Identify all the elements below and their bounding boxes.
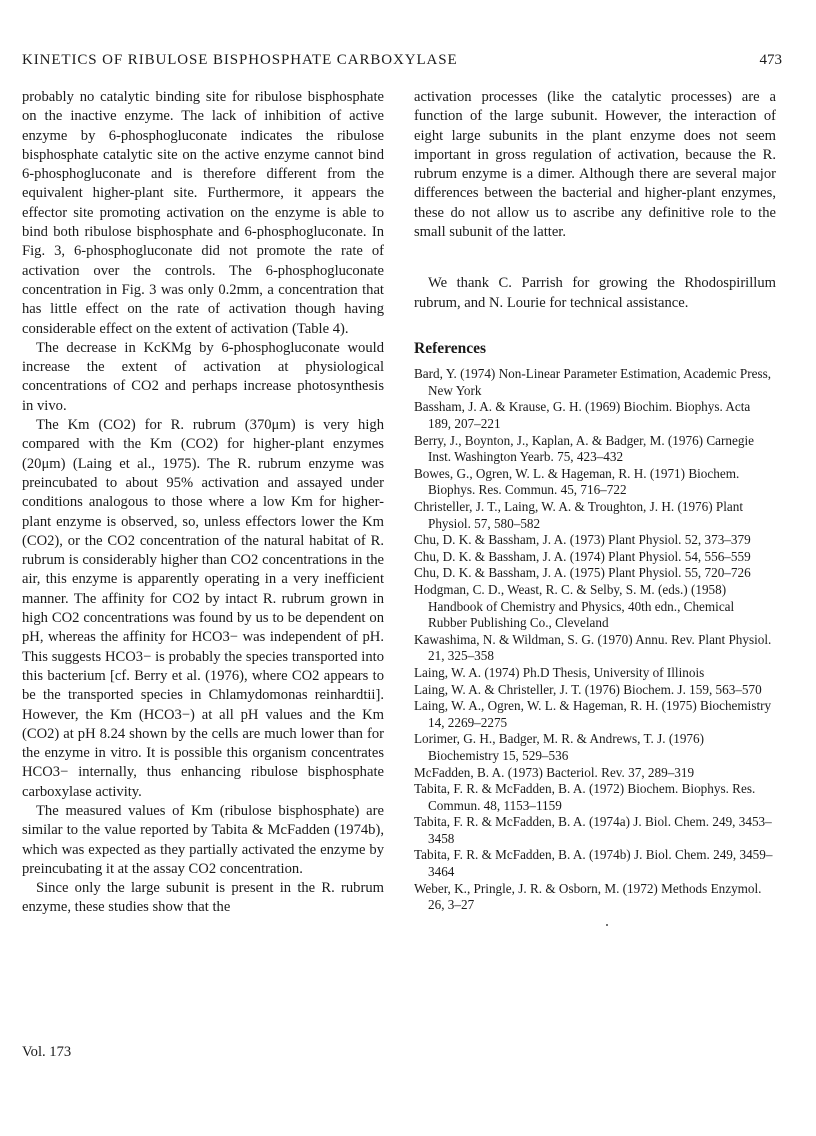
paragraph: Since only the large subunit is present in the R. rubrum enzyme, these studies show that the	[22, 880, 384, 916]
reference-item: Tabita, F. R. & McFadden, B. A. (1974a) J. Biol. Chem. 249, 3453–3458	[414, 814, 772, 846]
paragraph: The measured values of Km (ribulose bisphosphate) are similar to the value reported by Tabita & McFadden (1974b), which was expected as they partially activated the enzyme by preincubating it at the assay CO2 concentration.	[22, 802, 384, 877]
left-column	[22, 88, 384, 918]
volume-footer: Vol. 173	[22, 1044, 72, 1060]
reference-item: Tabita, F. R. & McFadden, B. A. (1972) Biochem. Biophys. Res. Commun. 48, 1153–1159	[414, 781, 756, 813]
paragraph: activation processes (like the catalytic processes) are a function of the large subunit. However, the interaction of eight large subunits in the plant enzyme does not seem important in gross regulation of activation, because the R. rubrum enzyme is a dimer. Although there are several major differences between the bacterial and higher-plant enzymes, these do not allow us to ascribe any definitive role to the small subunit of the latter.	[414, 89, 776, 241]
reference-item: Christeller, J. T., Laing, W. A. & Troughton, J. H. (1976) Plant Physiol. 57, 580–582	[414, 499, 744, 531]
running-title: KINETICS OF RIBULOSE BISPHOSPHATE CARBOXYLASE	[22, 52, 458, 68]
reference-item: Bowes, G., Ogren, W. L. & Hageman, R. H. (1971) Biochem. Biophys. Res. Commun. 45, 716–722	[414, 465, 740, 498]
reference-item: Laing, W. A. & Christeller, J. T. (1976) Biochem. J. 159, 563–570	[414, 681, 762, 697]
reference-item: Bassham, J. A. & Krause, G. H. (1969) Biochim. Biophys. Acta 189, 207–221	[414, 399, 751, 432]
reference-item: Hodgman, C. D., Weast, R. C. & Selby, S. M. (eds.) (1958) Handbook of Chemistry and Physics, 40th edn., Chemical Rubber Publishing Co., Cleveland	[414, 581, 735, 631]
reference-item: Tabita, F. R. & McFadden, B. A. (1974b) J. Biol. Chem. 249, 3459–3464	[414, 847, 773, 880]
stray-dot	[606, 924, 608, 926]
reference-item: Weber, K., Pringle, J. R. & Osborn, M. (1972) Methods Enzymol. 26, 3–27	[414, 880, 762, 913]
reference-item: Chu, D. K. & Bassham, J. A. (1973) Plant Physiol. 52, 373–379	[414, 532, 751, 548]
reference-item: Chu, D. K. & Bassham, J. A. (1975) Plant Physiol. 55, 720–726	[414, 565, 751, 581]
reference-item: McFadden, B. A. (1973) Bacteriol. Rev. 37, 289–319	[414, 764, 695, 780]
reference-item: Lorimer, G. H., Badger, M. R. & Andrews, T. J. (1976) Biochemistry 15, 529–536	[414, 731, 705, 763]
reference-item: Laing, W. A., Ogren, W. L. & Hageman, R. H. (1975) Biochemistry 14, 2269–2275	[414, 698, 772, 730]
reference-item: Bard, Y. (1974) Non-Linear Parameter Estimation, Academic Press, New York	[414, 366, 772, 398]
right-column	[414, 88, 776, 914]
references-heading: References	[414, 339, 487, 357]
paragraph: The Km (CO2) for R. rubrum (370μm) is very high compared with the Km (CO2) for higher-plant enzymes (20μm) (Laing et al., 1975). The R. rubrum enzyme was preincubated to about 95% activation and assayed under conditions analogous to those where a low Km for higher-plant enzyme is observed, so, unless effectors lower the Km (CO2), or the CO2 concentration of the natural habitat of R. rubrum is considerably higher than CO2 concentrations in the air, this enzyme is apparently operating in a very inefficient manner. The affinity for CO2 by intact R. rubrum grown in high CO2 concentrations was found by us to be dependent on pH, whereas the affinity for HCO3− was independent of pH. This suggests HCO3− is probably the species transported into this bacterium [cf. Berry et al. (1976), where CO2 appears to be the transported species in Chlamydomonas reinhardtii]. However, the Km (HCO3−) at all pH values and the Km (CO2) at pH 8.24 shown by the cells are much lower than for the enzyme in vitro. It is possible this organism concentrates HCO3− internally, thus enhancing ribulose bisphosphate carboxylase activity.	[22, 417, 384, 800]
reference-list	[414, 366, 776, 914]
paragraph: The decrease in KcKMg by 6-phosphogluconate would increase the extent of activation at physiological concentrations of CO2 and perhaps increase photosynthesis in vivo.	[22, 339, 384, 414]
page-number: 473	[759, 52, 782, 68]
acknowledgement: We thank C. Parrish for growing the Rhodospirillum rubrum, and N. Lourie for technical assistance.	[414, 275, 776, 311]
paragraph: probably no catalytic binding site for ribulose bisphosphate on the inactive enzyme. The lack of inhibition of active enzyme by 6-phosphogluconate indicates the ribulose bisphosphate catalytic site on the active enzyme cannot bind 6-phosphogluconate and is therefore different from the equivalent higher-plant site. Furthermore, it appears the effector site promoting activation on the enzyme is able to bind both ribulose bisphosphate and 6-phosphogluconate. In Fig. 3, 6-phosphogluconate did not promote the rate of activation over the controls. The 6-phosphogluconate concentration in Fig. 3 was only 0.2mm, a concentration that has little effect on the rate of activation though having considerable effect on the extent of activation (Table 4).	[22, 89, 384, 337]
reference-item: Kawashima, N. & Wildman, S. G. (1970) Annu. Rev. Plant Physiol. 21, 325–358	[414, 631, 772, 664]
reference-item: Laing, W. A. (1974) Ph.D Thesis, University of Illinois	[414, 664, 705, 680]
reference-item: Chu, D. K. & Bassham, J. A. (1974) Plant Physiol. 54, 556–559	[414, 548, 751, 564]
running-head	[22, 52, 782, 76]
reference-item: Berry, J., Boynton, J., Kaplan, A. & Badger, M. (1976) Carnegie Inst. Washington Yearb. 75, 423–432	[414, 432, 754, 465]
